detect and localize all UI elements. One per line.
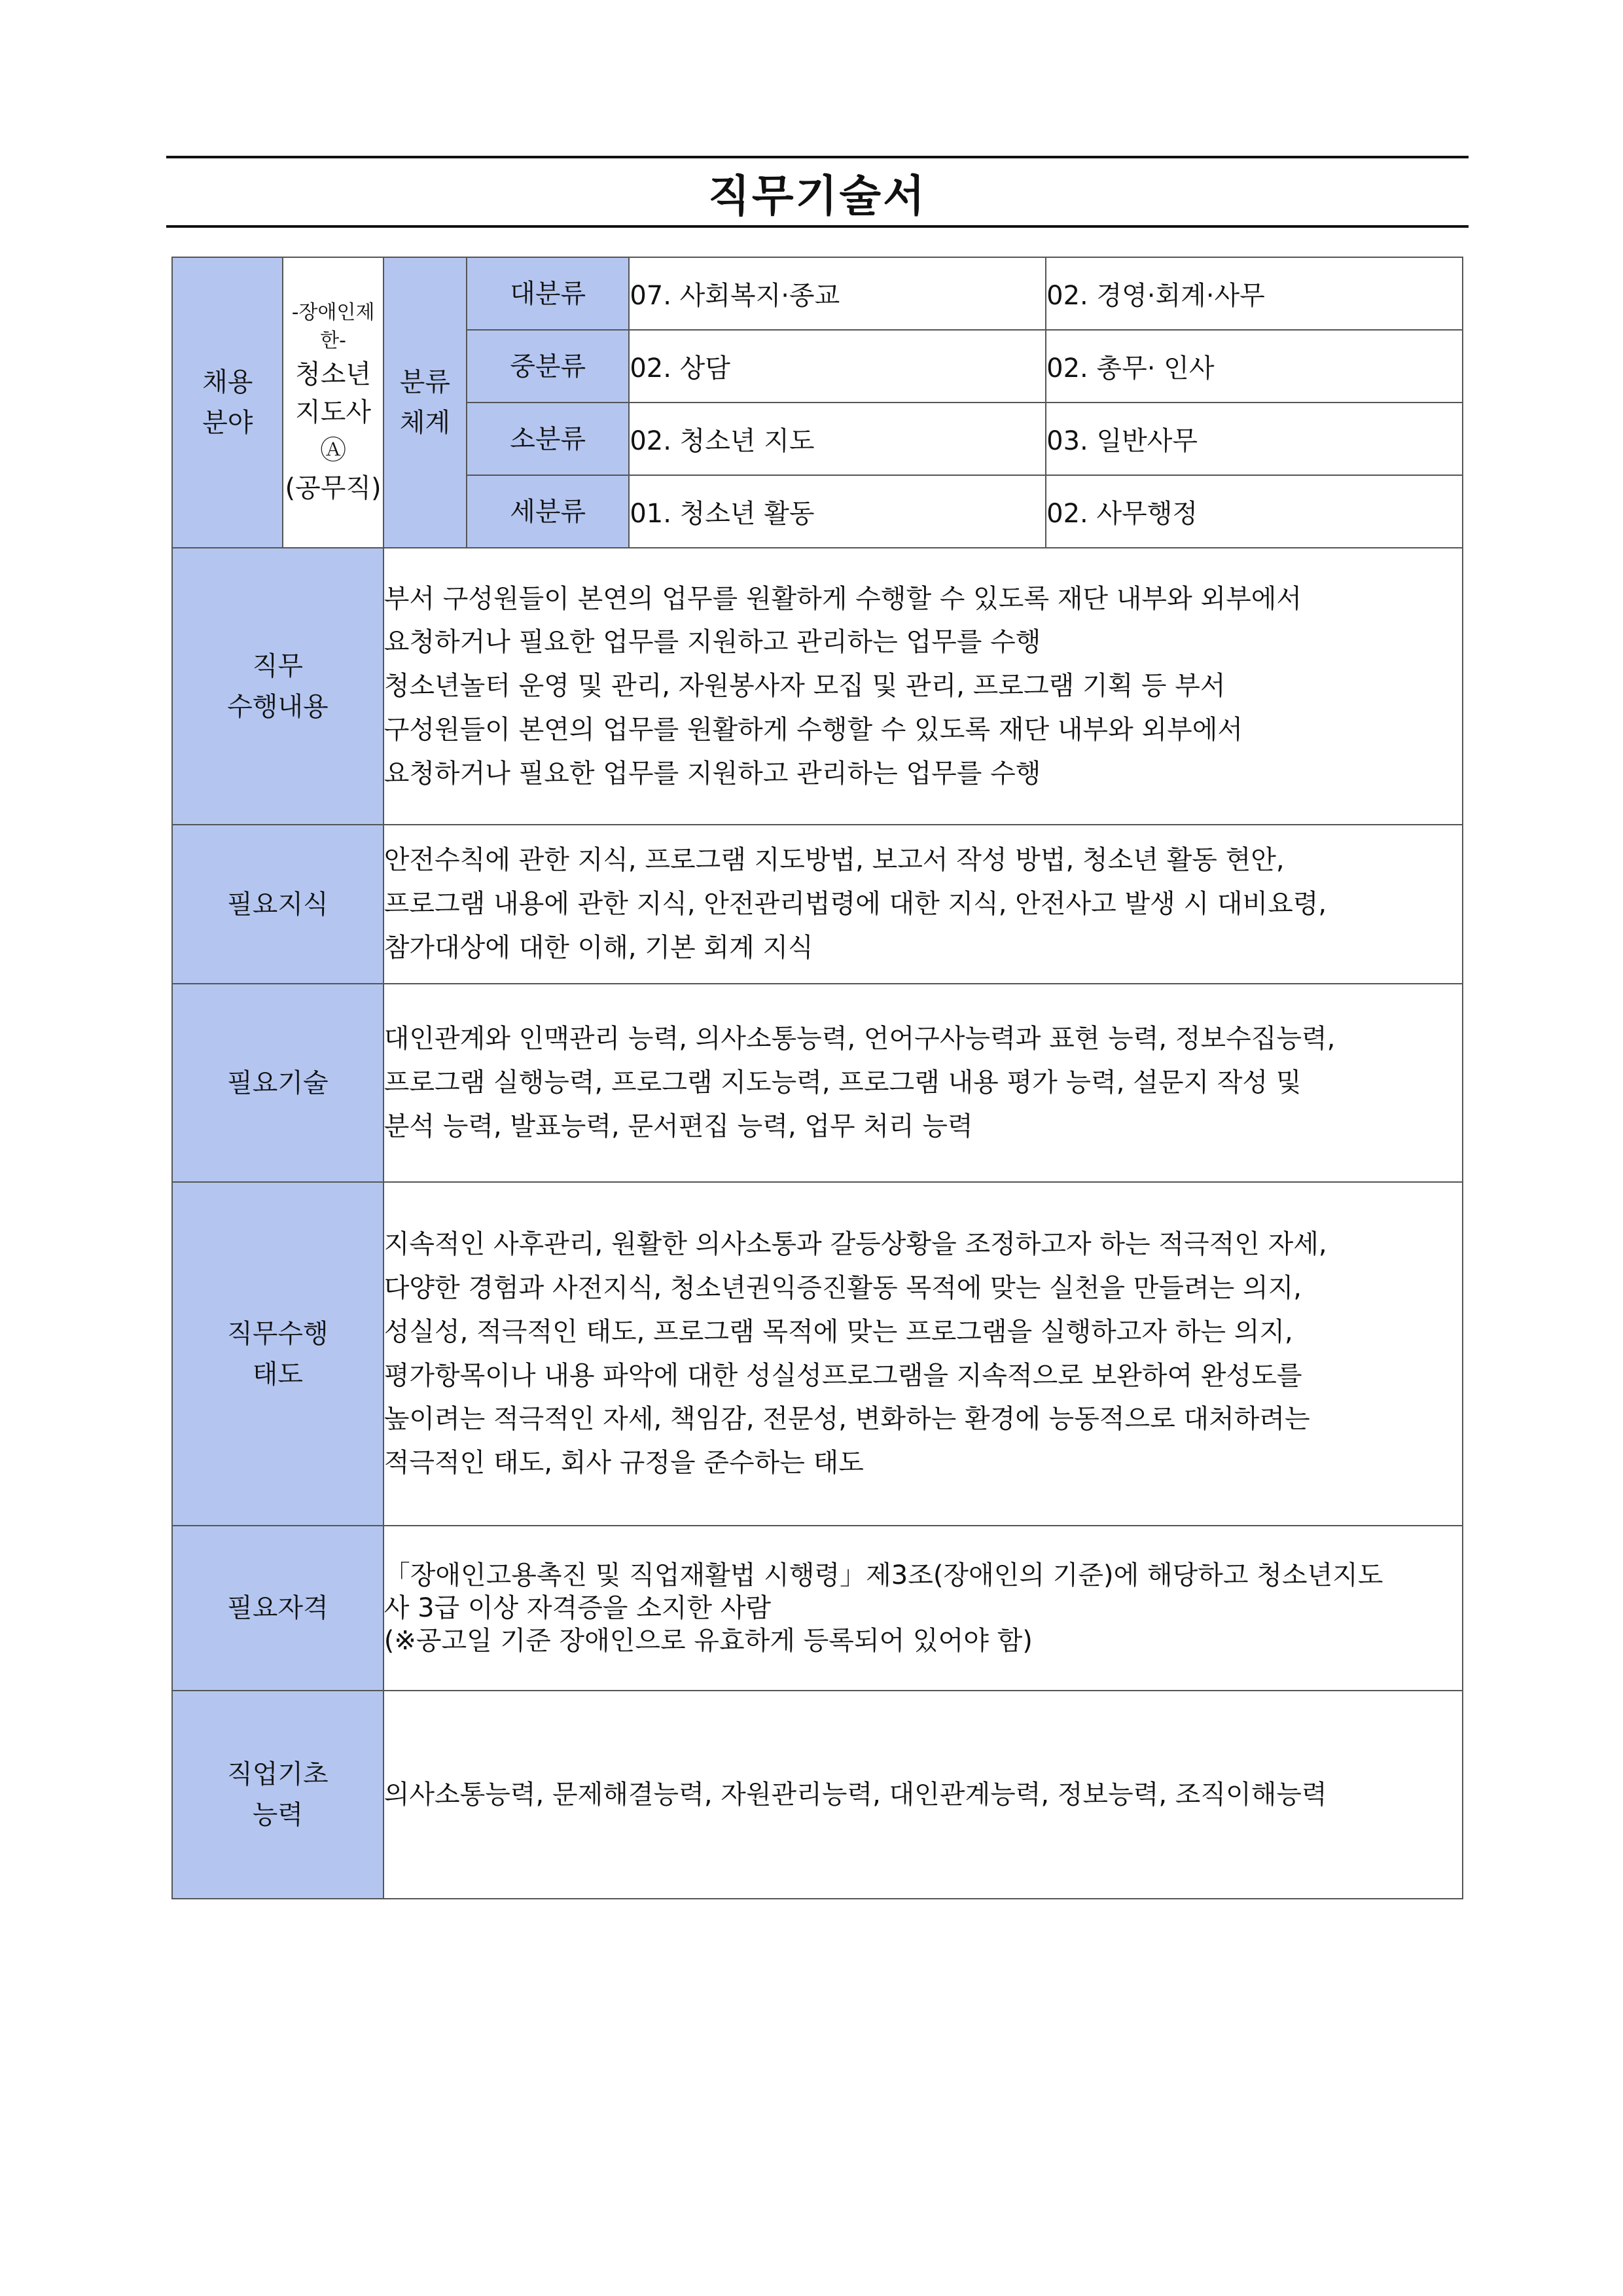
attitude-content: [383, 1182, 1463, 1526]
duties-label: 직무 수행내용: [172, 548, 383, 825]
attitude-line: 다양한 경험과 사전지식, 청소년권익증진활동 목적에 맞는 실천을 만들려는 의지,: [383, 1272, 1302, 1303]
knowledge-line: 프로그램 내용에 관한 지식, 안전관리법령에 대한 지식, 안전사고 발생 시 대비요령,: [383, 889, 1327, 920]
classification-value: 02. 경영·회계·사무: [1046, 257, 1463, 330]
document-title-block: [166, 156, 1469, 228]
attitude-row: [172, 1182, 1463, 1526]
duties-line: 요청하거나 필요한 업무를 지원하고 관리하는 업무를 수행: [383, 758, 1041, 789]
knowledge-line: 참가대상에 대한 이해, 기본 회계 지식: [383, 932, 813, 963]
classification-value: 02. 청소년 지도: [629, 403, 1046, 475]
position-line-3: (공무직): [285, 473, 382, 503]
qualification-line: 사 3급 이상 자격증을 소지한 사람: [383, 1593, 772, 1623]
qualification-label: 필요자격: [172, 1526, 383, 1691]
attitude-label: 직무수행 태도: [172, 1182, 383, 1526]
basic-abilities-content: [383, 1691, 1463, 1899]
classification-level: 세분류: [467, 475, 629, 548]
restriction-note: -장애인제한-: [291, 300, 375, 352]
duties-line: 요청하거나 필요한 업무를 지원하고 관리하는 업무를 수행: [383, 627, 1041, 658]
knowledge-label: 필요지식: [172, 825, 383, 984]
classification-value: 03. 일반사무: [1046, 403, 1463, 475]
qualification-row: [172, 1526, 1463, 1691]
recruitment-field-label: 채용 분야: [172, 257, 283, 548]
skills-line: 분석 능력, 발표능력, 문서편집 능력, 업무 처리 능력: [383, 1111, 973, 1141]
attitude-line: 평가항목이나 내용 파악에 대한 성실성프로그램을 지속적으로 보완하여 완성도를: [383, 1360, 1302, 1391]
classification-row-major: [172, 257, 1463, 330]
duties-line: 구성원들이 본연의 업무를 원활하게 수행할 수 있도록 재단 내부와 외부에서: [383, 714, 1243, 745]
position-cell: [283, 257, 383, 548]
skills-line: 대인관계와 인맥관리 능력, 의사소통능력, 언어구사능력과 표현 능력, 정보수집능력,: [383, 1024, 1336, 1054]
skills-row: [172, 984, 1463, 1182]
classification-level: 대분류: [467, 257, 629, 330]
job-description-table: [171, 257, 1463, 1899]
knowledge-content: [383, 825, 1463, 984]
attitude-line: 성실성, 적극적인 태도, 프로그램 목적에 맞는 프로그램을 실행하고자 하는 의지,: [383, 1316, 1293, 1347]
classification-system-label: 분류 체계: [383, 257, 467, 548]
position-line-2: 지도사Ⓐ: [295, 397, 372, 465]
knowledge-row: [172, 825, 1463, 984]
attitude-line: 지속적인 사후관리, 원활한 의사소통과 갈등상황을 조정하고자 하는 적극적인 자세,: [383, 1229, 1327, 1260]
basic-abilities-row: [172, 1691, 1463, 1899]
qualification-content: [383, 1526, 1463, 1691]
classification-value: 02. 사무행정: [1046, 475, 1463, 548]
document-title: 직무기술서: [708, 170, 927, 221]
duties-row: [172, 548, 1463, 825]
classification-value: 02. 상담: [629, 330, 1046, 403]
qualification-line: (※공고일 기준 장애인으로 유효하게 등록되어 있어야 함): [383, 1626, 1033, 1656]
attitude-line: 적극적인 태도, 회사 규정을 준수하는 태도: [383, 1448, 864, 1479]
knowledge-line: 안전수칙에 관한 지식, 프로그램 지도방법, 보고서 작성 방법, 청소년 활동 현안,: [383, 845, 1285, 876]
duties-line: 부서 구성원들이 본연의 업무를 원활하게 수행할 수 있도록 재단 내부와 외부에서: [383, 583, 1302, 614]
classification-level: 중분류: [467, 330, 629, 403]
classification-value: 02. 총무· 인사: [1046, 330, 1463, 403]
classification-value: 01. 청소년 활동: [629, 475, 1046, 548]
skills-line: 프로그램 실행능력, 프로그램 지도능력, 프로그램 내용 평가 능력, 설문지 작성 및: [383, 1067, 1302, 1098]
skills-content: [383, 984, 1463, 1182]
qualification-line: 「장애인고용촉진 및 직업재활법 시행령」제3조(장애인의 기준)에 해당하고 청소년지도: [383, 1560, 1383, 1590]
position-line-1: 청소년: [295, 359, 372, 389]
basic-abilities-label: 직업기초 능력: [172, 1691, 383, 1899]
classification-level: 소분류: [467, 403, 629, 475]
duties-line: 청소년놀터 운영 및 관리, 자원봉사자 모집 및 관리, 프로그램 기획 등 부서: [383, 671, 1226, 702]
skills-label: 필요기술: [172, 984, 383, 1182]
attitude-line: 높이려는 적극적인 자세, 책임감, 전문성, 변화하는 환경에 능동적으로 대처하려는: [383, 1404, 1310, 1435]
duties-content: [383, 548, 1463, 825]
basic-abilities-text: 의사소통능력, 문제해결능력, 자원관리능력, 대인관계능력, 정보능력, 조직이해능력: [383, 1779, 1327, 1810]
classification-value: 07. 사회복지·종교: [629, 257, 1046, 330]
